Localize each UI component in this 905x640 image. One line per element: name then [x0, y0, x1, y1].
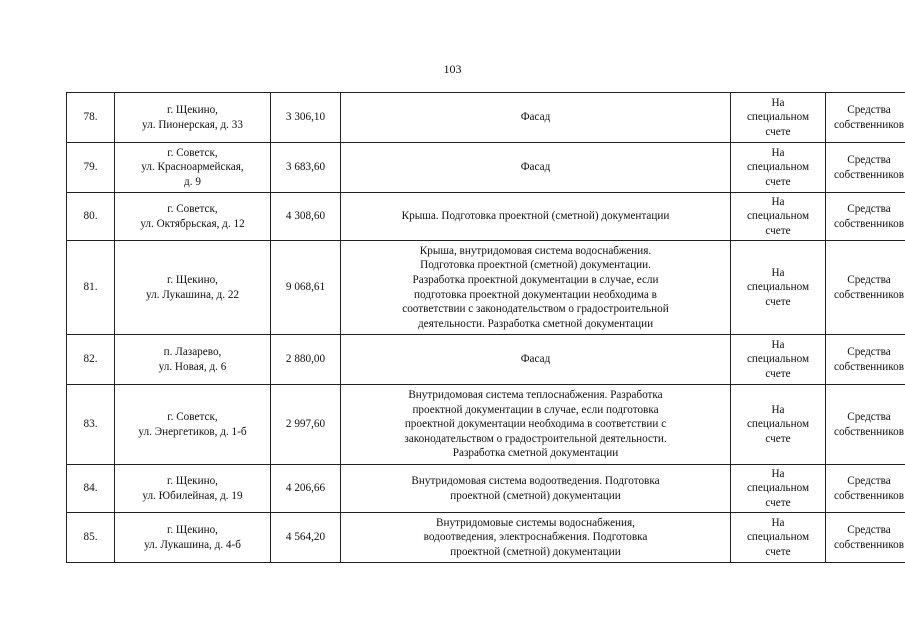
- works-cell-line: Крыша, внутридомовая система водоснабжения.: [419, 244, 652, 257]
- address-cell: [115, 193, 271, 241]
- account-cell-line: специальном: [746, 531, 810, 544]
- account-cell: [731, 193, 826, 241]
- works-cell-line: подготовка проектной документации необходима в: [414, 288, 657, 301]
- account-cell-line: На: [771, 338, 785, 351]
- funding-source-cell: [826, 193, 905, 241]
- funding-source-cell-line: собственников: [834, 489, 904, 502]
- account-cell-line: специальном: [746, 482, 810, 495]
- table-row: [67, 335, 905, 385]
- account-cell: [731, 385, 826, 465]
- address-cell-line: г. Щекино,: [167, 103, 218, 116]
- works-cell-line: Фасад: [520, 353, 551, 366]
- funding-source-cell: [826, 93, 905, 143]
- funding-source-cell-line: Средства: [847, 273, 891, 286]
- funding-source-cell-line: собственников: [834, 288, 904, 301]
- address-cell: [115, 465, 271, 513]
- account-cell: [731, 93, 826, 143]
- works-cell-line: Фасад: [520, 111, 551, 124]
- funding-source-cell-line: собственников: [834, 168, 904, 181]
- address-cell: [115, 143, 271, 193]
- funding-source-cell: [826, 241, 905, 335]
- account-cell-line: На: [771, 96, 785, 109]
- funding-source-cell: [826, 465, 905, 513]
- area-cell: 9 068,61: [271, 241, 341, 335]
- works-cell: [341, 241, 731, 335]
- works-cell: [341, 93, 731, 143]
- address-cell-line: г. Щекино,: [167, 474, 218, 487]
- account-cell: [731, 335, 826, 385]
- account-cell-line: счете: [765, 496, 791, 509]
- works-cell: [341, 465, 731, 513]
- account-cell-line: специальном: [746, 210, 810, 223]
- address-cell-line: г. Советск,: [167, 202, 218, 215]
- works-cell-line: законодательством о градостроительной деятельности.: [404, 432, 667, 445]
- area-cell: 4 308,60: [271, 193, 341, 241]
- funding-source-cell: [826, 385, 905, 465]
- account-cell-line: На: [771, 195, 785, 208]
- account-cell-line: На: [771, 467, 785, 480]
- works-cell-line: Разработка сметной документации: [452, 447, 619, 460]
- account-cell-line: счете: [765, 545, 791, 558]
- address-cell-line: г. Советск,: [167, 410, 218, 423]
- works-cell-line: Внутридомовая система водоотведения. Подготовка: [411, 474, 660, 487]
- account-cell-line: счете: [765, 367, 791, 380]
- funding-source-cell-line: Средства: [847, 474, 891, 487]
- address-cell-line: ул. Октябрьская, д. 12: [140, 217, 245, 230]
- works-cell-line: проектной документации необходима в соответствии с: [404, 418, 667, 431]
- row-number: 85.: [67, 513, 115, 563]
- account-cell-line: специальном: [746, 418, 810, 431]
- table-row: [67, 513, 905, 563]
- address-cell-line: г. Советск,: [167, 146, 218, 159]
- works-cell-line: проектной (сметной) документации: [450, 545, 621, 558]
- address-cell-line: г. Щекино,: [167, 523, 218, 536]
- account-cell-line: специальном: [746, 161, 810, 174]
- funding-source-cell: [826, 143, 905, 193]
- works-cell-line: деятельности. Разработка сметной документации: [417, 317, 654, 330]
- address-cell-line: ул. Пионерская, д. 33: [142, 118, 243, 131]
- row-number: 82.: [67, 335, 115, 385]
- address-cell-line: п. Лазарево,: [163, 345, 222, 358]
- area-cell: 2 880,00: [271, 335, 341, 385]
- address-cell-line: ул. Новая, д. 6: [158, 360, 227, 373]
- row-number: 84.: [67, 465, 115, 513]
- address-cell: [115, 385, 271, 465]
- works-cell-line: Внутридомовые системы водоснабжения,: [436, 516, 635, 529]
- row-number: 83.: [67, 385, 115, 465]
- account-cell-line: счете: [765, 125, 791, 138]
- account-cell-line: специальном: [746, 281, 810, 294]
- works-cell: [341, 193, 731, 241]
- funding-source-cell-line: собственников: [834, 425, 904, 438]
- address-cell: [115, 335, 271, 385]
- works-cell: [341, 143, 731, 193]
- row-number: 81.: [67, 241, 115, 335]
- table-row: [67, 241, 905, 335]
- address-cell-line: ул. Красноармейская,: [141, 161, 244, 174]
- table-row: [67, 465, 905, 513]
- account-cell: [731, 465, 826, 513]
- funding-source-cell-line: Средства: [847, 410, 891, 423]
- funding-source-cell-line: Средства: [847, 523, 891, 536]
- account-cell-line: счете: [765, 175, 791, 188]
- works-cell-line: Подготовка проектной (сметной) документации.: [420, 259, 651, 272]
- row-number: 79.: [67, 143, 115, 193]
- funding-source-cell-line: Средства: [847, 202, 891, 215]
- funding-source-cell-line: собственников: [834, 118, 904, 131]
- area-cell: 3 306,10: [271, 93, 341, 143]
- account-cell-line: На: [771, 403, 785, 416]
- funding-source-cell-line: Средства: [847, 153, 891, 166]
- account-cell-line: На: [771, 516, 785, 529]
- works-cell-line: водоотведения, электроснабжения. Подготовка: [423, 531, 648, 544]
- funding-source-cell-line: Средства: [847, 103, 891, 116]
- account-cell-line: На: [771, 266, 785, 279]
- works-cell-line: проектной документации в случае, если подготовка: [412, 403, 659, 416]
- works-cell-line: Крыша. Подготовка проектной (сметной) документации: [401, 210, 670, 223]
- account-cell: [731, 241, 826, 335]
- account-cell-line: счете: [765, 224, 791, 237]
- address-cell: [115, 93, 271, 143]
- table-row: [67, 93, 905, 143]
- address-cell: [115, 513, 271, 563]
- row-number: 80.: [67, 193, 115, 241]
- area-cell: 4 564,20: [271, 513, 341, 563]
- address-cell-line: д. 9: [184, 175, 201, 188]
- funding-source-cell-line: собственников: [834, 360, 904, 373]
- funding-source-cell-line: Средства: [847, 345, 891, 358]
- address-cell-line: ул. Лукашина, д. 4-б: [144, 538, 241, 551]
- works-cell-line: Фасад: [520, 161, 551, 174]
- account-cell-line: счете: [765, 295, 791, 308]
- address-cell-line: ул. Лукашина, д. 22: [145, 288, 240, 301]
- funding-source-cell: [826, 513, 905, 563]
- works-cell-line: проектной (сметной) документации: [450, 489, 621, 502]
- funding-source-cell-line: собственников: [834, 217, 904, 230]
- funding-source-cell-line: собственников: [834, 538, 904, 551]
- address-cell-line: г. Щекино,: [167, 273, 218, 286]
- account-cell-line: специальном: [746, 111, 810, 124]
- table-row: [67, 385, 905, 465]
- works-cell-line: соответствии с законодательством о градостроительной: [402, 303, 669, 316]
- address-cell-line: ул. Юбилейная, д. 19: [142, 489, 243, 502]
- funding-source-cell: [826, 335, 905, 385]
- account-cell-line: специальном: [746, 353, 810, 366]
- address-cell-line: ул. Энергетиков, д. 1-б: [138, 425, 247, 438]
- area-cell: 4 206,66: [271, 465, 341, 513]
- row-number: 78.: [67, 93, 115, 143]
- table-row: [67, 143, 905, 193]
- account-cell: [731, 513, 826, 563]
- area-cell: 3 683,60: [271, 143, 341, 193]
- address-cell: [115, 241, 271, 335]
- account-cell-line: На: [771, 146, 785, 159]
- works-cell: [341, 513, 731, 563]
- account-cell-line: счете: [765, 432, 791, 445]
- area-cell: 2 997,60: [271, 385, 341, 465]
- works-cell-line: Внутридомовая система теплоснабжения. Разработка: [408, 389, 663, 402]
- works-cell: [341, 385, 731, 465]
- table-row: [67, 193, 905, 241]
- account-cell: [731, 143, 826, 193]
- repair-program-table: [66, 92, 905, 563]
- works-cell-line: Разработка проектной документации в случае, если: [412, 273, 659, 286]
- works-cell: [341, 335, 731, 385]
- page-number: 103: [443, 62, 462, 76]
